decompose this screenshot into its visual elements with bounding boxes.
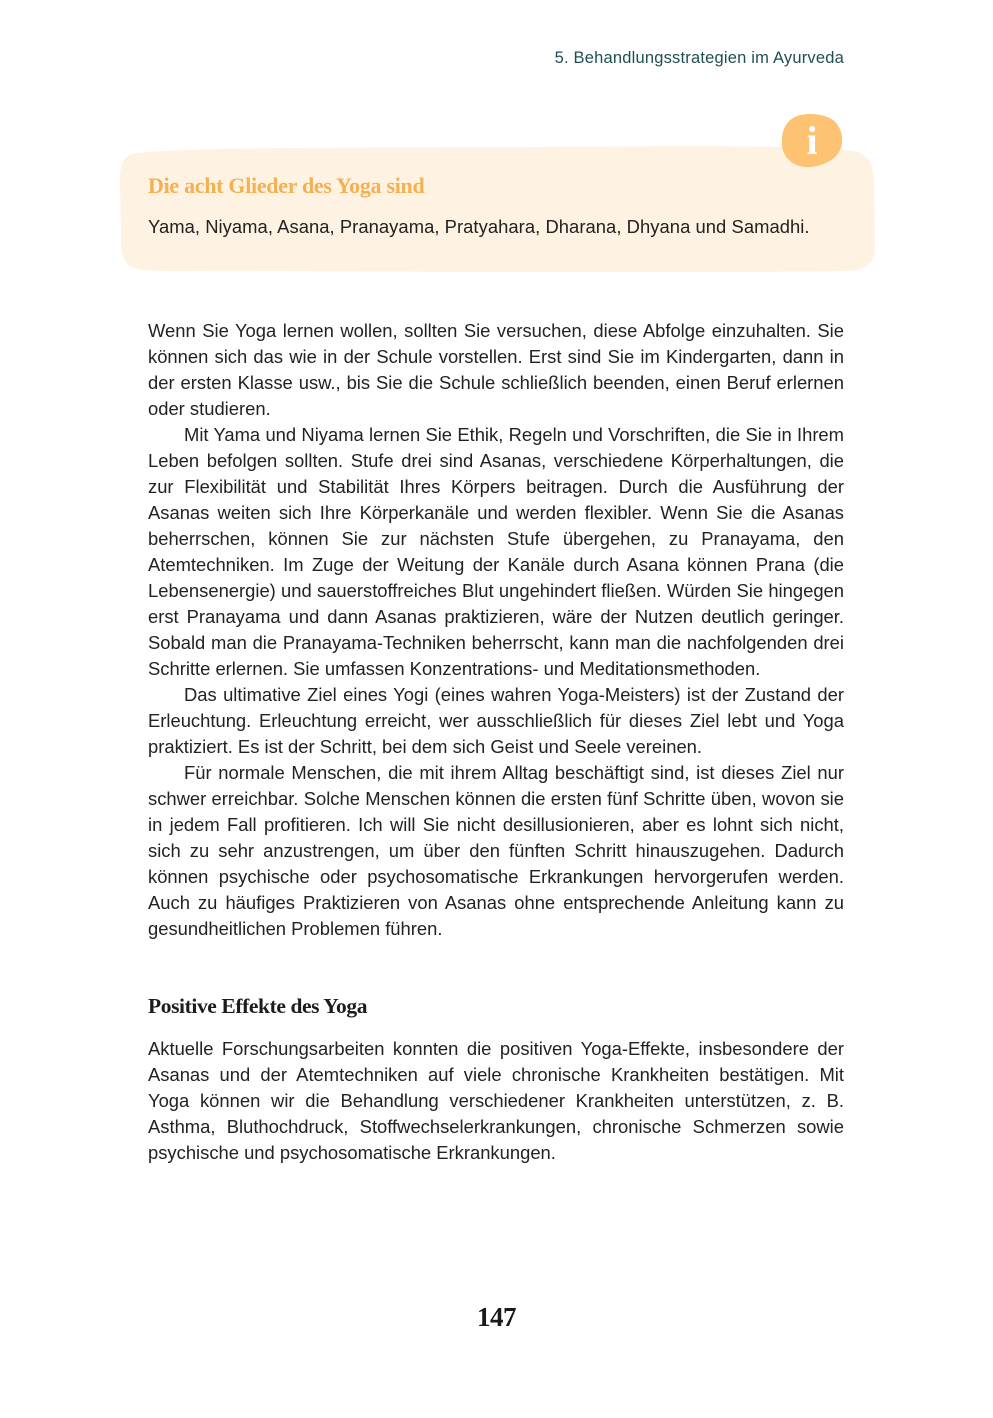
- info-icon: [779, 112, 845, 170]
- callout-text: Yama, Niyama, Asana, Pranayama, Pratyahara, Dharana, Dhyana und Samadhi.: [148, 216, 810, 237]
- paragraph: Das ultimative Ziel eines Yogi (eines wahren Yoga-Meisters) ist der Zustand der Erleuchtung. Erleuchtung erreicht, wer ausschließlich für dieses Ziel lebt und Yoga praktiziert. Es ist der Schritt, bei dem sich Geist und Seele vereinen.: [148, 684, 844, 757]
- page-number: 147: [477, 1302, 516, 1332]
- callout-title: Die acht Glieder des Yoga sind: [148, 173, 425, 198]
- info-callout-box: [118, 143, 876, 273]
- paragraph: Wenn Sie Yoga lernen wollen, sollten Sie versuchen, diese Abfolge einzuhalten. Sie können sich das wie in der Schule vorstellen. Erst sind Sie im Kindergarten, dann in der ersten Klasse usw., bis Sie die Schule schließlich beenden, einen Beruf erlernen oder studieren.: [148, 320, 844, 419]
- section-text: [148, 1036, 844, 1166]
- paragraph: Für normale Menschen, die mit ihrem Alltag beschäftigt sind, ist dieses Ziel nur schwer erreichbar. Solche Menschen können die ersten fünf Schritte üben, wovon sie in jedem Fall profitieren. Ich will Sie nicht desillusionieren, aber es lohnt sich nicht, sich zu sehr anzustrengen, um über den fünften Schritt hinauszugehen. Dadurch können psychische oder psychosomatische Erkrankungen hervorgerufen werden. Auch zu häufiges Praktizieren von Asanas ohne entsprechende Anleitung kann zu gesundheitlichen Problemen führen.: [148, 762, 844, 939]
- body-text: [148, 318, 844, 942]
- section-heading: Positive Effekte des Yoga: [148, 994, 368, 1018]
- callout-background: [118, 143, 876, 273]
- info-glyph: i: [806, 118, 818, 163]
- paragraph: Aktuelle Forschungsarbeiten konnten die positiven Yoga-Effekte, insbesondere der Asanas und der Atemtechniken auf viele chronische Krankheiten bestätigen. Mit Yoga können wir die Behandlung verschiedener Krankheiten unterstützen, z. B. Asthma, Bluthochdruck, Stoffwechselerkrankungen, chronische Schmerzen sowie psychische und psychosomatische Erkrankungen.: [148, 1038, 844, 1163]
- paragraph: Mit Yama und Niyama lernen Sie Ethik, Regeln und Vorschriften, die Sie in Ihrem Leben befolgen sollten. Stufe drei sind Asanas, verschiedene Körperhaltungen, die zur Flexibilität und Stabilität Ihres Körpers beitragen. Durch die Ausführung der Asanas weiten sich Ihre Körperkanäle und werden flexibler. Wenn Sie die Asanas beherrschen, können Sie zur nächsten Stufe übergehen, zu Pranayama, den Atemtechniken. Im Zuge der Weitung der Kanäle durch Asana können Prana (die Lebensenergie) und sauerstoffreiches Blut ungehindert fließen. Würden Sie hingegen erst Pranayama und dann Asanas praktizieren, wäre der Nutzen deutlich geringer. Sobald man die Pranayama-Techniken beherrscht, kann man die nachfolgenden drei Schritte erlernen. Sie umfassen Konzentrations- und Meditationsmethoden.: [148, 424, 844, 679]
- running-header: 5. Behandlungsstrategien im Ayurveda: [554, 49, 844, 67]
